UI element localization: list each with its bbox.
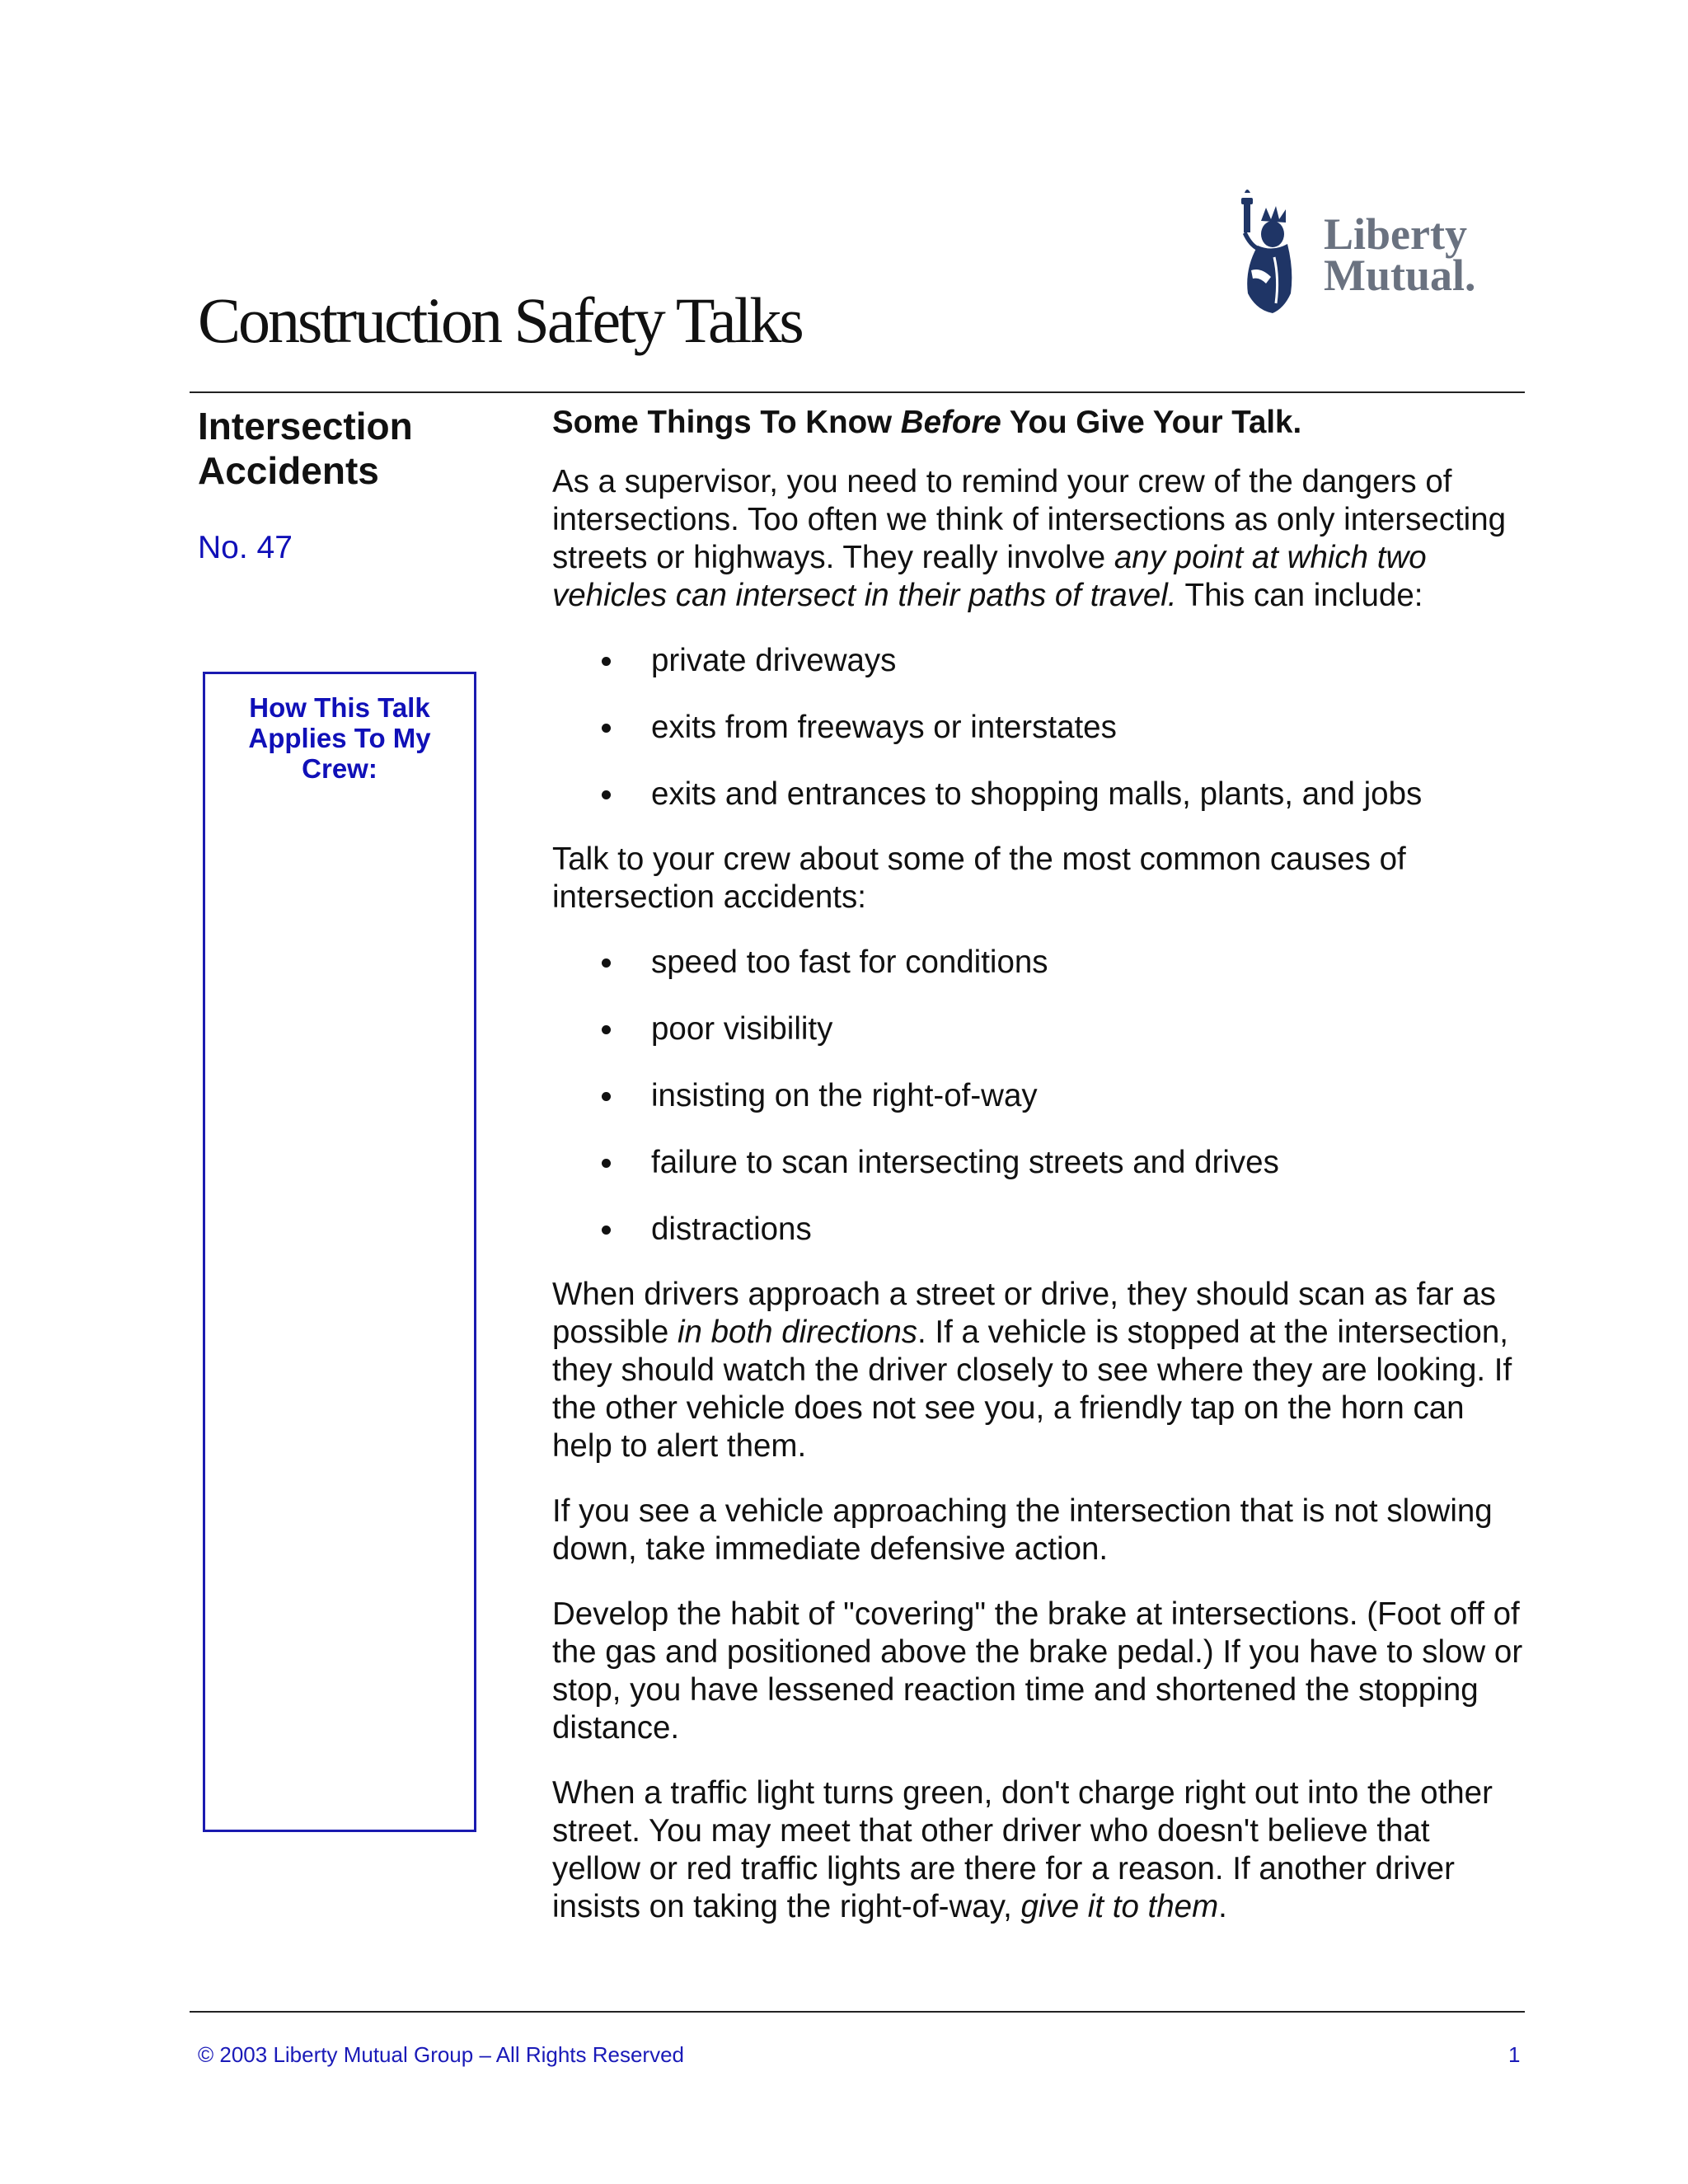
sidebar xyxy=(198,404,511,566)
footer-divider xyxy=(190,2011,1525,2013)
paragraph-causes-intro: Talk to your crew about some of the most common causes of intersection accidents: xyxy=(552,841,1406,915)
p6-pre: When a traffic light turns green, don't charge right out into the other street. You may meet that other driver who doesn't believe that yellow or red traffic lights are there for a reason. If another driver insists on taking the right-of-way, xyxy=(552,1775,1493,1924)
list-item-text: poor visibility xyxy=(651,1011,833,1047)
p6-post: . xyxy=(1218,1889,1227,1924)
p1-post: This can include: xyxy=(1176,578,1423,613)
section-heading xyxy=(552,404,1525,442)
crew-notes-box[interactable] xyxy=(203,672,476,1832)
p1-pre: As a supervisor, you need to remind your crew of the dangers of intersections. Too often we think of intersections as only intersecting streets or highways. They really involve xyxy=(552,464,1507,575)
bullet-icon xyxy=(602,1159,611,1168)
list-item-text: insisting on the right-of-way xyxy=(651,1078,1038,1113)
list-item xyxy=(552,1211,1525,1249)
p3-emphasis: in both directions xyxy=(677,1315,918,1350)
talk-topic xyxy=(198,404,511,493)
list-item-text: private driveways xyxy=(651,643,897,678)
liberty-mutual-logo xyxy=(1228,188,1492,320)
bullet-icon xyxy=(602,1025,611,1034)
bullet-icon xyxy=(602,1226,611,1235)
talk-topic-line1: Intersection xyxy=(198,405,413,448)
bullet-icon xyxy=(602,657,611,666)
talk-topic-line2: Accidents xyxy=(198,449,379,492)
list-item-text: distractions xyxy=(651,1212,812,1247)
bullet-icon xyxy=(602,1092,611,1101)
list-item xyxy=(552,1077,1525,1115)
statue-of-liberty-icon xyxy=(1241,190,1292,313)
heading-pre: Some Things To Know xyxy=(552,405,901,440)
footer-copyright: © 2003 Liberty Mutual Group – All Rights Reserved xyxy=(198,2042,685,2067)
list-item-text: speed too fast for conditions xyxy=(651,944,1048,980)
list-item xyxy=(552,1010,1525,1048)
list-item xyxy=(552,776,1525,813)
list-item xyxy=(552,709,1525,747)
logo-text-line1: Liberty xyxy=(1324,209,1467,259)
bullet-icon xyxy=(602,958,611,968)
list-item-text: exits and entrances to shopping malls, plants, and jobs xyxy=(651,776,1423,812)
paragraph-covering-brake: Develop the habit of "covering" the brake at intersections. (Foot off of the gas and positioned above the brake pedal.) If you have to slow or stop, you have lessened reaction time and shortened the stopping distance. xyxy=(552,1596,1523,1746)
document-title: Construction Safety Talks xyxy=(198,284,802,356)
crew-notes-title xyxy=(205,692,474,784)
p3-pre: When drivers approach a street or drive, they should scan as far as possible xyxy=(552,1277,1496,1350)
bullet-icon xyxy=(602,724,611,733)
p1-emphasis: any point at which two vehicles can intersect in their paths of travel. xyxy=(552,540,1427,613)
list-item xyxy=(552,1144,1525,1182)
crew-notes-title-line2: Applies To My xyxy=(248,723,431,753)
paragraph-traffic-light xyxy=(552,1774,1525,1926)
logo-text-line2: Mutual. xyxy=(1324,251,1476,300)
paragraph-scanning xyxy=(552,1276,1525,1465)
paragraph-defensive-action: If you see a vehicle approaching the intersection that is not slowing down, take immediate defensive action. xyxy=(552,1493,1493,1567)
list-item-text: exits from freeways or interstates xyxy=(651,710,1117,745)
crew-notes-title-line1: How This Talk xyxy=(249,692,430,723)
p3-post: . If a vehicle is stopped at the intersection, they should watch the driver closely to see where they are looking. If the other vehicle does not see you, a friendly tap on the horn can help to alert them. xyxy=(552,1315,1512,1464)
accident-causes-list xyxy=(552,944,1525,1249)
page-number: 1 xyxy=(1508,2042,1521,2067)
list-item xyxy=(552,944,1525,982)
bullet-icon xyxy=(602,790,611,799)
heading-emphasis: Before xyxy=(900,405,1001,440)
header-divider xyxy=(190,391,1525,393)
main-content xyxy=(552,404,1525,1953)
crew-notes-title-line3: Crew: xyxy=(302,753,377,784)
talk-number: No. 47 xyxy=(198,530,293,565)
p6-emphasis: give it to them xyxy=(1020,1889,1219,1924)
paragraph-intro xyxy=(552,463,1525,615)
heading-post: You Give Your Talk. xyxy=(1001,405,1302,440)
list-item xyxy=(552,642,1525,680)
list-item-text: failure to scan intersecting streets and drives xyxy=(651,1145,1279,1180)
intersection-types-list xyxy=(552,642,1525,813)
